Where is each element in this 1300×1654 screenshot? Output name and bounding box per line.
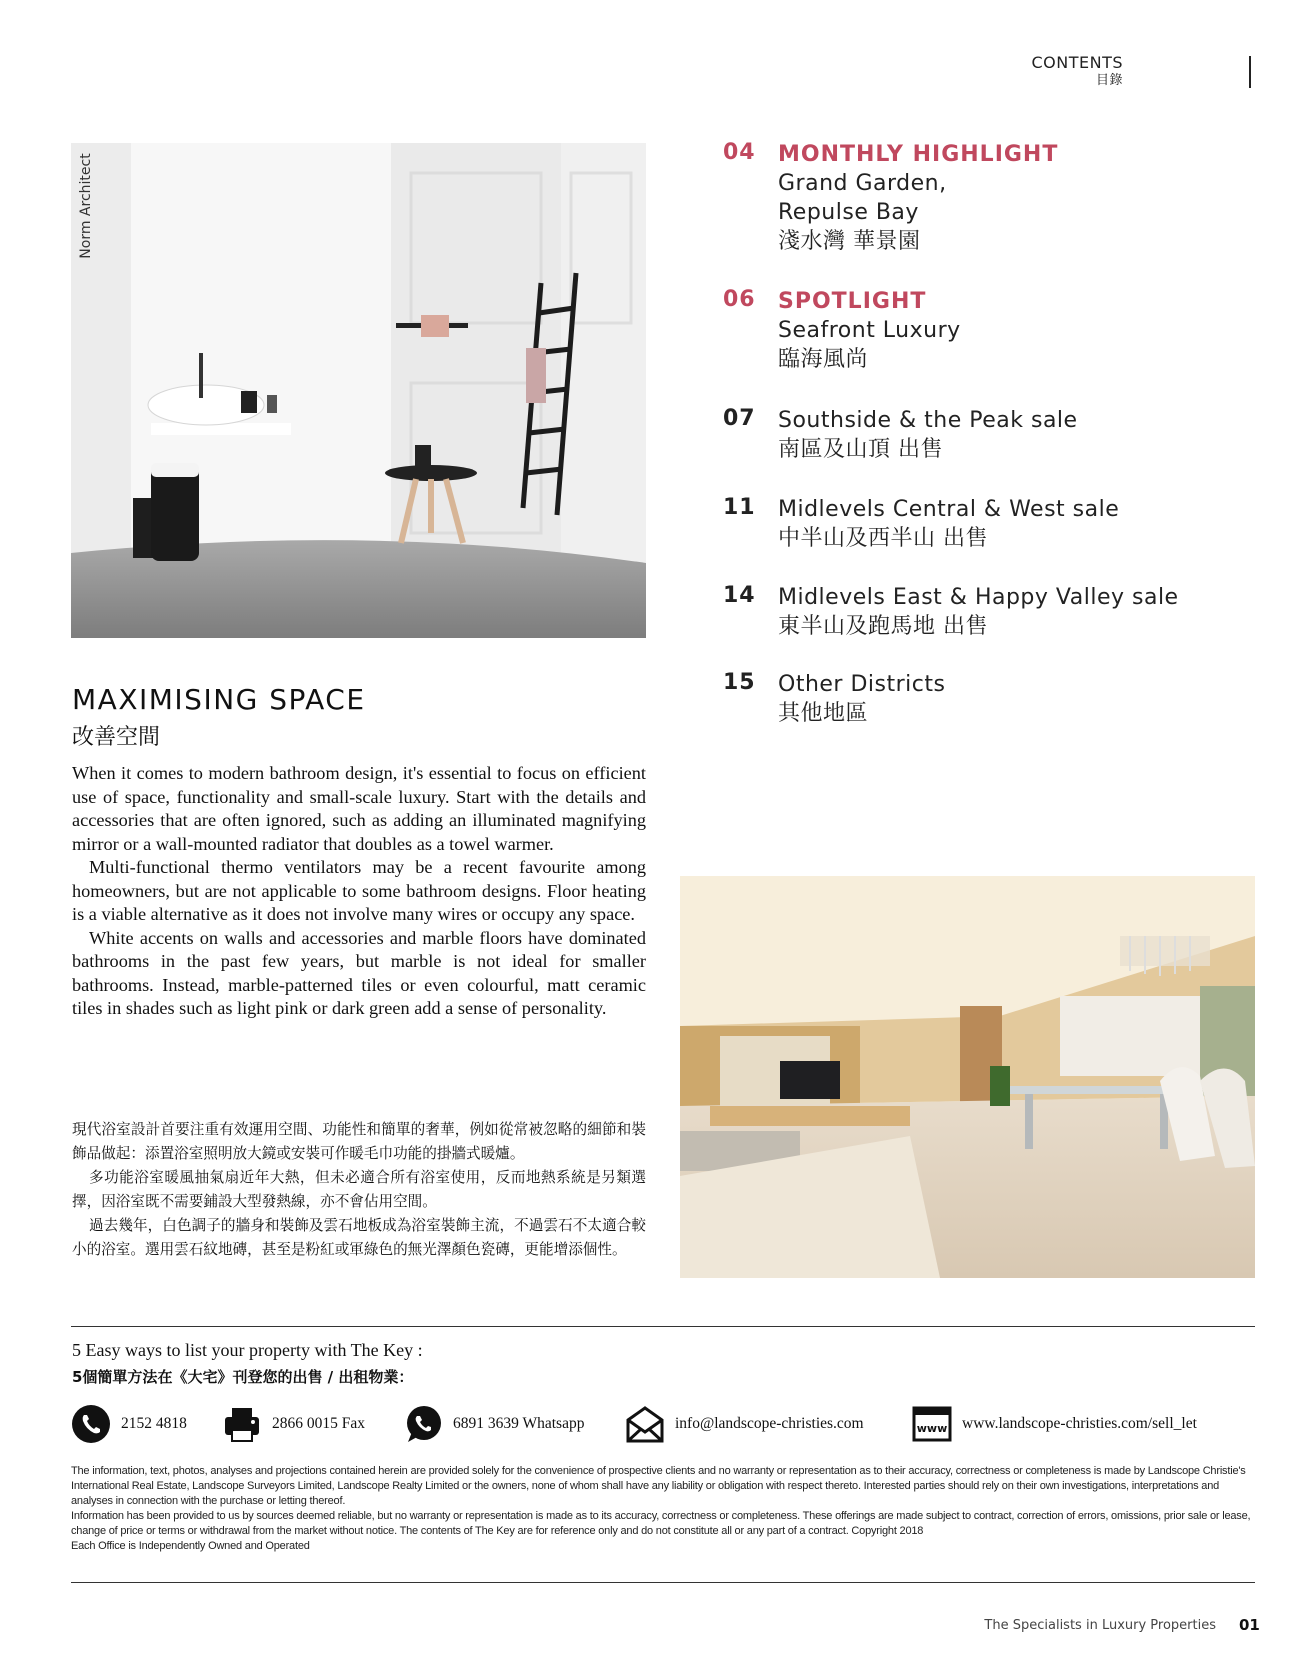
phone-icon <box>71 1404 111 1444</box>
toc-line: Repulse Bay <box>778 200 919 225</box>
footer-tagline: The Specialists in Luxury Properties <box>984 1618 1216 1633</box>
contact-fax[interactable] <box>222 1404 365 1444</box>
contact-email[interactable] <box>625 1404 864 1444</box>
article-paragraph: When it comes to modern bathroom design, it's essential to focus on efficient use of space, functionality and small-scale luxury. Start with the details and accessories that are often ignored, such as adding an illuminated magnifying mirror or a wall-mounted radiator that doubles as a towel warmer. <box>72 763 646 854</box>
article-paragraph-zh: 過去幾年，白色調子的牆身和裝飾及雲石地板成為浴室裝飾主流，不過雲石不太適合較小的浴室。選用雲石紋地磚，甚至是粉紅或軍綠色的無光澤顏色瓷磚，更能增添個性。 <box>72 1217 646 1258</box>
toc-page-number: 06 <box>723 287 756 312</box>
bathroom-photo <box>71 143 646 638</box>
page-number: 01 <box>1239 1616 1260 1634</box>
toc-line: Grand Garden, <box>778 171 947 196</box>
listing-ways-title: 5 Easy ways to list your property with The Key : <box>72 1340 423 1360</box>
toc-page-number: 15 <box>723 670 756 695</box>
toc-line: 南區及山頂 出售 <box>778 437 943 462</box>
header-divider <box>1249 56 1251 88</box>
toc-page-number: 11 <box>723 495 756 520</box>
toc-line: Other Districts <box>778 672 946 697</box>
toc-line: 其他地區 <box>778 701 869 726</box>
disclaimer <box>71 1464 1255 1554</box>
article-title: MAXIMISING SPACE <box>72 683 366 716</box>
fax-icon <box>222 1404 262 1444</box>
contact-text: 2152 4818 <box>121 1415 187 1432</box>
article-title-zh: 改善空間 <box>72 725 161 750</box>
contact-website[interactable] <box>912 1404 1197 1444</box>
toc-line: Seafront Luxury <box>778 318 961 343</box>
contents-header <box>1031 54 1123 90</box>
toc-line: Midlevels East & Happy Valley sale <box>778 585 1179 610</box>
disclaimer-paragraph: Each Office is Independently Owned and Operated <box>71 1540 310 1552</box>
living-room-photo <box>680 876 1255 1278</box>
toc-line: 中半山及西半山 出售 <box>778 526 988 551</box>
contents-title-zh: 目錄 <box>1095 73 1123 88</box>
article-paragraph-zh: 現代浴室設計首要注重有效運用空間、功能性和簡單的奢華，例如從常被忽略的細節和裝飾品做起：添置浴室照明放大鏡或安裝可作暖毛巾功能的掛牆式暖爐。 <box>72 1121 646 1162</box>
contact-text: info@landscope-christies.com <box>675 1415 864 1432</box>
svg-text:www: www <box>916 1422 948 1435</box>
contact-phone[interactable] <box>71 1404 187 1444</box>
toc-heading: SPOTLIGHT <box>778 289 927 314</box>
article-paragraph: Multi-functional thermo ventilators may be a recent favourite among homeowners, but are not applicable to some bathroom designs. Floor heating is a viable alternative as it does not involve many wires or occupy any space. <box>72 857 646 924</box>
article-paragraph-zh: 多功能浴室暖風抽氣扇近年大熱，但未必適合所有浴室使用，反而地熱系統是另類選擇，因浴室既不需要鋪設大型發熱線，亦不會佔用空間。 <box>72 1169 646 1210</box>
contents-title: CONTENTS <box>1031 53 1123 72</box>
toc-heading: MONTHLY HIGHLIGHT <box>778 142 1059 167</box>
footer-divider <box>71 1582 1255 1583</box>
disclaimer-paragraph: The information, text, photos, analyses and projections contained herein are provided solely for the convenience of prospective clients and no warranty or representation as to their accuracy, correctness or completeness is made by Landscope Christie's International Real Estate, Landscope Surveyors Limited, Landscope Realty Limited or the owners, none of whom shall have any liability or obligation with respect thereto. Interested parties should rely on their own investigations, interpretations and analyses in connection with the purchase or letting thereof. <box>71 1465 1246 1507</box>
toc-line: 淺水灣 華景園 <box>778 229 921 254</box>
contact-whatsapp[interactable] <box>403 1404 584 1444</box>
toc-page-number: 07 <box>723 406 756 431</box>
article-paragraph: White accents on walls and accessories and marble floors have dominated bathrooms in the past few years, but marble is not ideal for smaller bathrooms. Instead, marble-patterned tiles or even colourful, matt ceramic tiles in shades such as light pink or dark green add a sense of personality. <box>72 927 646 1018</box>
toc-page-number: 14 <box>723 583 756 608</box>
article-body <box>72 762 646 1021</box>
section-divider <box>71 1326 1255 1327</box>
toc-line: Midlevels Central & West sale <box>778 497 1120 522</box>
toc-line: Southside & the Peak sale <box>778 408 1078 433</box>
toc-line: 東半山及跑馬地 出售 <box>778 614 988 639</box>
toc-page-number: 04 <box>723 140 756 165</box>
photo-credit: Norm Architect <box>78 153 94 259</box>
whatsapp-icon <box>403 1404 443 1444</box>
contact-text: 6891 3639 Whatsapp <box>453 1415 585 1432</box>
www-icon <box>912 1404 952 1444</box>
contact-text: 2866 0015 Fax <box>272 1415 365 1432</box>
listing-ways-title-zh: 5個簡單方法在《大宅》刊登您的出售 / 出租物業： <box>72 1368 414 1386</box>
toc-line: 臨海風尚 <box>778 347 869 372</box>
contact-text: www.landscope-christies.com/sell_let <box>962 1415 1197 1432</box>
email-icon <box>625 1404 665 1444</box>
disclaimer-paragraph: Information has been provided to us by sources deemed reliable, but no warranty or representation is made as to its accuracy, correctness or completeness. These offerings are made subject to contract, correction of errors, omissions, prior sale or lease, change of price or terms or withdrawal from the market without notice. The contents of The Key are for reference only and do not constitute all or any part of a contract. Copyright 2018 <box>71 1510 1251 1537</box>
article-body-zh <box>72 1118 646 1262</box>
